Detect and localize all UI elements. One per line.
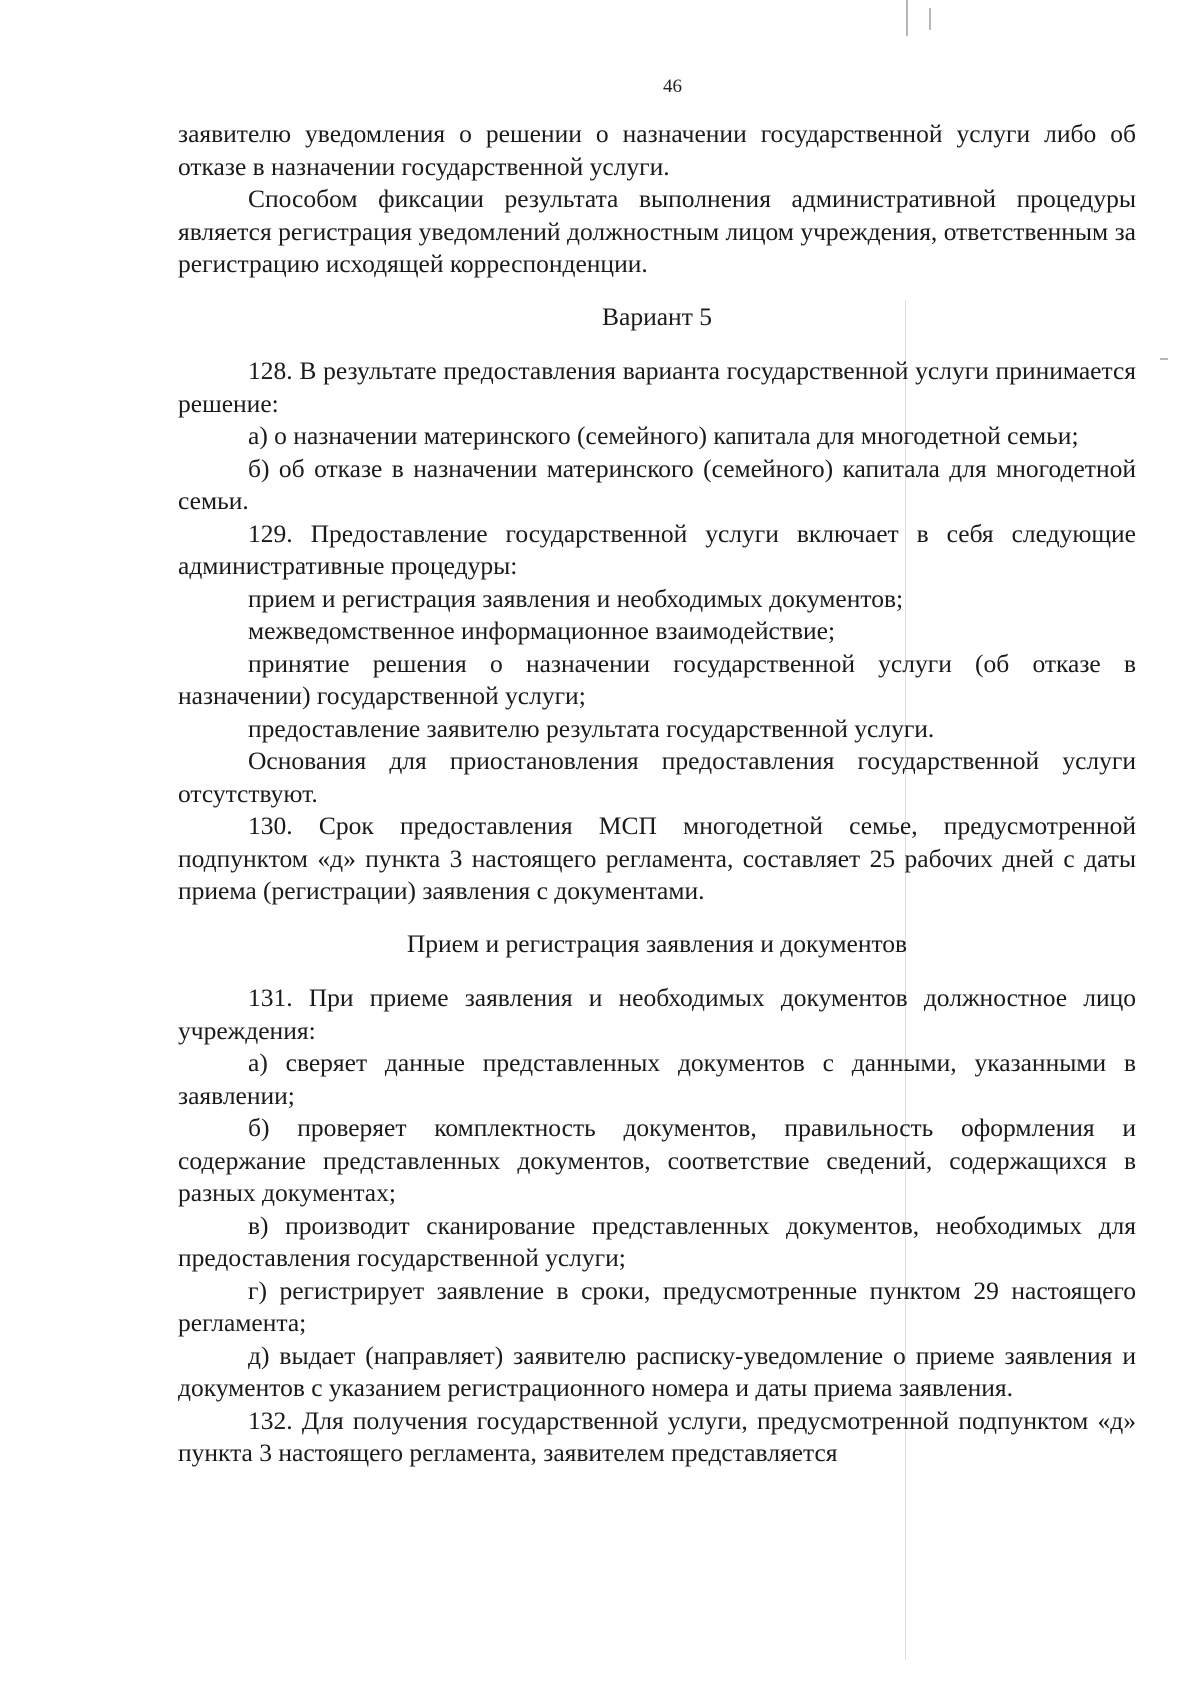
paragraph-128: 128. В результате предоставления варианта государственной услуги принимается решение:	[178, 356, 1136, 418]
heading-variant: Вариант 5	[602, 301, 712, 331]
paragraph-131-e: д) выдает (направляет) заявителю расписку-уведомление о приеме заявления и документов с указанием регистрационного номера и даты приема заявления.	[178, 1340, 1136, 1402]
scan-mark-right	[929, 8, 931, 30]
paragraph-intro: заявителю уведомления о решении о назначении государственной услуги либо об отказе в назначении государственной услуги.	[178, 119, 1136, 181]
page-number: 46	[663, 76, 682, 97]
paragraph-131-a: а) сверяет данные представленных документов с данными, указанными в заявлении;	[178, 1048, 1136, 1110]
paragraph-132: 132. Для получения государственной услуги, предусмотренной подпунктом «д» пункта 3 настоящего регламента, заявителем представляется	[178, 1405, 1136, 1467]
paragraph-129-item-5: Основания для приостановления предоставления государственной услуги отсутствуют.	[178, 746, 1136, 808]
scan-mark-left	[906, 0, 908, 36]
heading-reception: Прием и регистрация заявления и документов	[406, 928, 908, 958]
scan-mark-edge	[1160, 358, 1168, 360]
paragraph-129: 129. Предоставление государственной услуги включает в себя следующие административные процедуры:	[178, 518, 1136, 580]
paragraph-129-item-1: прием и регистрация заявления и необходимых документов;	[248, 583, 904, 613]
paragraph-131: 131. При приеме заявления и необходимых документов должностное лицо учреждения:	[178, 983, 1136, 1045]
paragraph-131-d: г) регистрирует заявление в сроки, предусмотренные пунктом 29 настоящего регламента;	[178, 1275, 1136, 1337]
paragraph-130: 130. Срок предоставления МСП многодетной семье, предусмотренной подпунктом «д» пункта 3 настоящего регламента, составляет 25 рабочих дней с даты приема (регистрации) заявления с документами.	[178, 811, 1136, 905]
paragraph-128-b: б) об отказе в назначении материнского (семейного) капитала для многодетной семьи.	[178, 453, 1136, 515]
paragraph-128-a: а) о назначении материнского (семейного) капитала для многодетной семьи;	[248, 421, 1079, 450]
paragraph-129-item-2: межведомственное информационное взаимодействие;	[248, 616, 836, 645]
paragraph-fixation: Способом фиксации результата выполнения административной процедуры является регистрация уведомлений должностным лицом учреждения, ответственным за регистрацию исходящей корреспонденции.	[178, 184, 1136, 278]
document-body	[178, 118, 1136, 1470]
paragraph-131-b: б) проверяет комплектность документов, правильность оформления и содержание представленных документов, соответствие сведений, содержащихся в разных документах;	[178, 1113, 1136, 1207]
paragraph-131-c: в) производит сканирование представленных документов, необходимых для предоставления государственной услуги;	[178, 1210, 1136, 1272]
paragraph-129-item-4: предоставление заявителю результата государственной услуги.	[248, 713, 935, 743]
paragraph-129-item-3: принятие решения о назначении государственной услуги (об отказе в назначении) государственной услуги;	[178, 648, 1136, 710]
